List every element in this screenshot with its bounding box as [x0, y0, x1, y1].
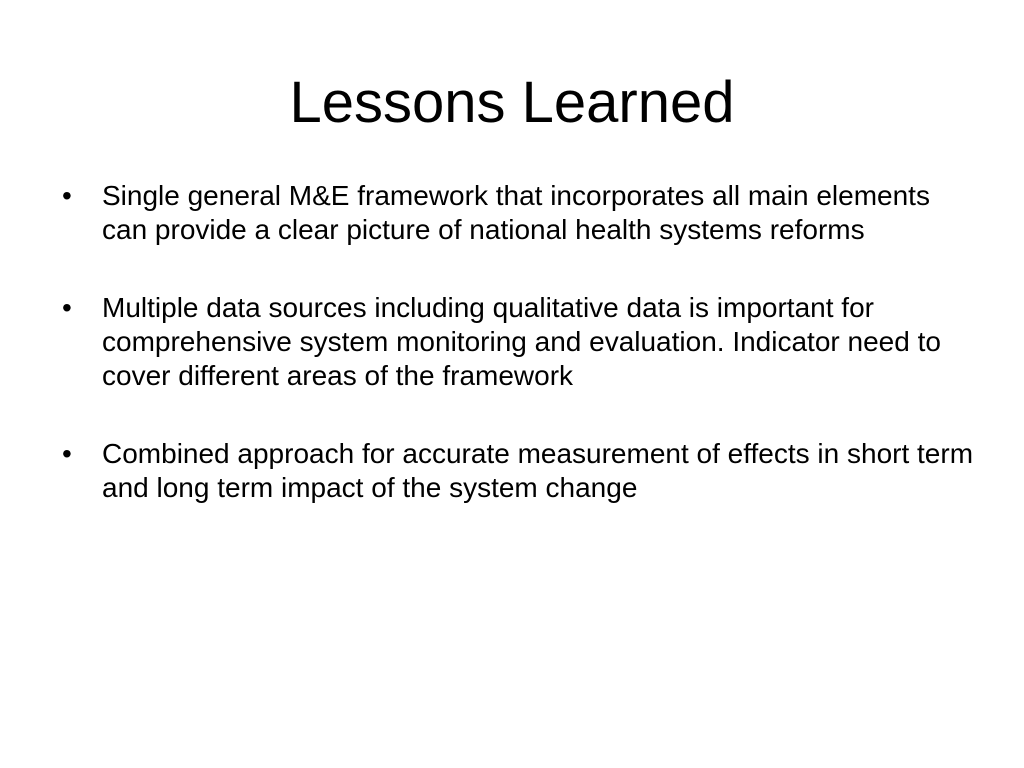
bullet-dot-icon: • [62, 180, 72, 211]
bullet-text: Single general M&E framework that incorporates all main elements can provide a clear picture of national health systems reforms [102, 180, 930, 245]
slide-title: Lessons Learned [289, 70, 735, 135]
bullet-dot-icon: • [62, 292, 72, 323]
bullet-item [60, 179, 980, 247]
bullet-dot-icon: • [62, 438, 72, 469]
bullet-text: Multiple data sources including qualitative data is important for comprehensive system monitoring and evaluation. Indicator need to cover different areas of the framework [102, 292, 941, 391]
bullet-list [60, 179, 980, 549]
bullet-text: Combined approach for accurate measurement of effects in short term and long term impact of the system change [102, 438, 974, 503]
bullet-item [60, 291, 980, 393]
bullet-item [60, 437, 980, 505]
